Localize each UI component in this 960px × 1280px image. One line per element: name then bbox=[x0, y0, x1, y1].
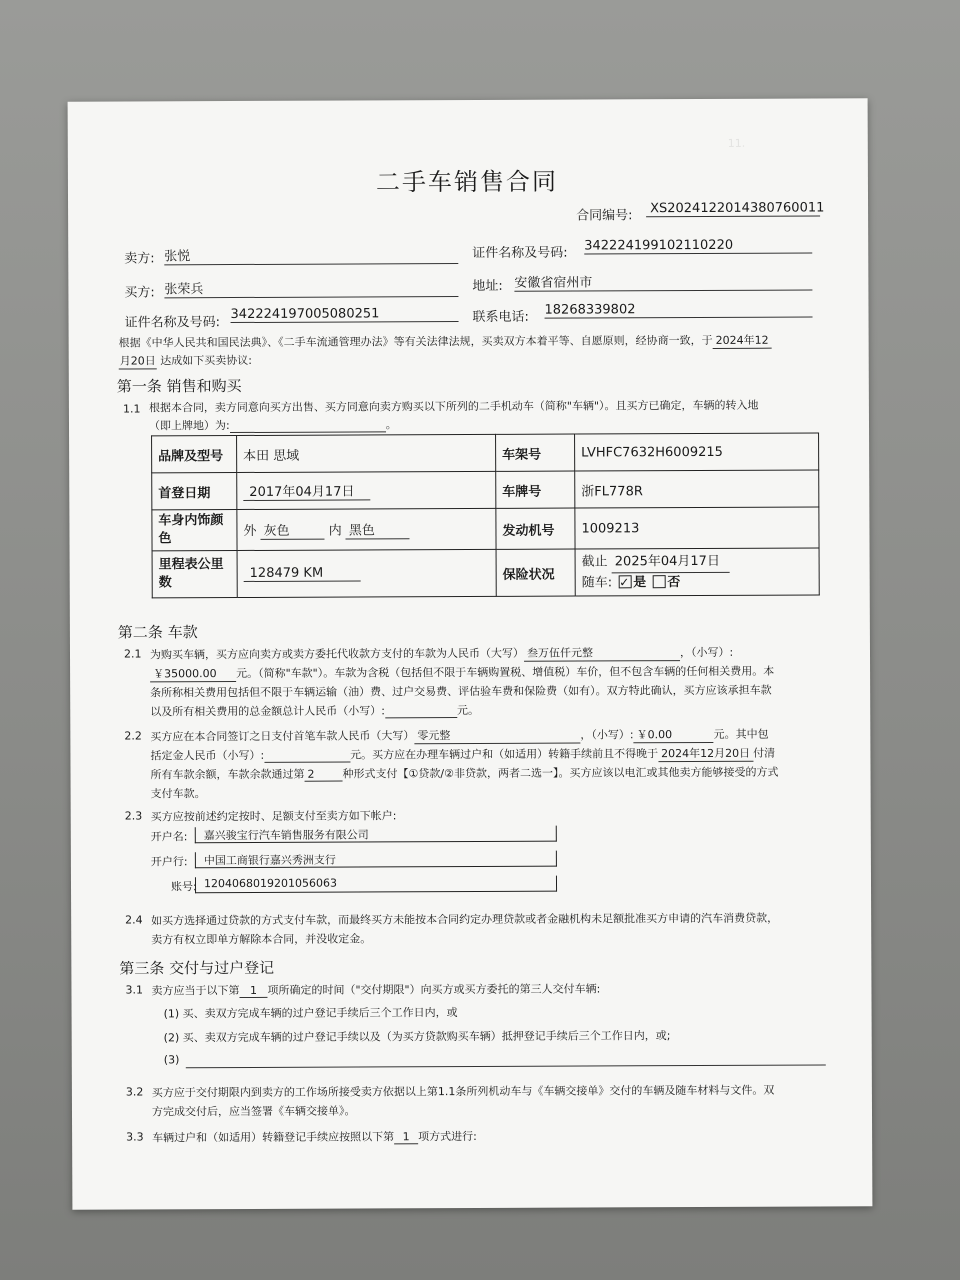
buyer-label: 买方: bbox=[124, 285, 155, 301]
checkbox-yes-icon bbox=[618, 575, 631, 588]
address-label: 地址: bbox=[472, 278, 503, 294]
bank-name: 中国工商银行嘉兴秀洲支行 bbox=[195, 851, 557, 869]
first-payment-upper: 零元整 bbox=[414, 727, 580, 745]
clause-1-1-num: 1.1 bbox=[122, 402, 141, 416]
first-payment-lower: ￥0.00 bbox=[634, 726, 714, 743]
clause-2-1-line1: 为购买车辆，买方应向卖方或卖方委托代收款方支付的车款为人民币（大写） 叁万伍仟元整 ，（小写）: bbox=[149, 645, 734, 662]
account-name-label: 开户名: bbox=[150, 830, 188, 844]
page-title: 二手车销售合同 bbox=[375, 167, 559, 197]
clause-2-2-line1: 买方应在本合同签订之日支付首笔车款人民币（大写） 零元整 ，（小写）: ￥0.00 元。其中包 bbox=[150, 727, 769, 744]
bank-label: 开户行: bbox=[150, 855, 188, 869]
price-lower: ￥35000.00 bbox=[150, 665, 236, 682]
first-reg-label: 首登日期 bbox=[152, 473, 237, 510]
clause-2-4-line1: 如买方选择通过贷款的方式支付车款，而最终买方未能按本合同约定办理贷款或者金融机构未足额批准买方申请的汽车消费贷款， bbox=[151, 911, 779, 928]
clause-2-4-line2: 卖方有权立即单方解除本合同，并没收定金。 bbox=[151, 932, 372, 947]
contract-no: XS2024122014380760011 bbox=[646, 200, 820, 217]
clause-3-1-option-3: (3) bbox=[163, 1053, 180, 1067]
clause-1-1-line2: （即上牌地）为: 。 bbox=[148, 418, 397, 433]
buyer-name: 张荣兵 bbox=[164, 277, 458, 298]
first-reg-cell bbox=[237, 471, 496, 509]
plate-value: 浙FL778R bbox=[575, 470, 819, 508]
color-outer-value: 灰色 bbox=[261, 520, 325, 540]
clause-3-1-option-1: (1) 买、卖双方完成车辆的过户登记手续后三个工作日内，或 bbox=[163, 1006, 458, 1021]
insurance-label: 保险状况 bbox=[496, 549, 575, 596]
color-label: 车身内饰颜色 bbox=[152, 510, 237, 551]
preamble-text-2: 月20日 达成如下买卖协议: bbox=[119, 352, 252, 370]
clause-2-1-num: 2.1 bbox=[123, 647, 142, 661]
seller-label: 卖方: bbox=[124, 251, 155, 267]
clause-3-1-option-2: (2) 买、卖双方完成车辆的过户登记手续以及（为买方贷款购买车辆）抵押登记手续后三个工作日内，或; bbox=[163, 1029, 671, 1045]
delivery-item: 1 bbox=[239, 984, 267, 998]
clause-2-2-line2: 括定金人民币（小写）: 元。买方应在办理车辆过户和（如适用）转籍手续前且不得晚于 2024年12月20日 付清 bbox=[150, 746, 776, 763]
vin-value: LVHFC7632H6009215 bbox=[575, 433, 819, 471]
seller-name: 张悦 bbox=[164, 244, 458, 265]
engine-label: 发动机号 bbox=[496, 508, 575, 549]
color-cell: 外 灰色 内 黑色 bbox=[237, 508, 496, 550]
clause-3-2-num: 3.2 bbox=[125, 1085, 144, 1099]
phone-label: 联系电话: bbox=[472, 309, 529, 325]
seller-id-label: 证件名称及号码: bbox=[472, 245, 568, 261]
engine-value: 1009213 bbox=[575, 507, 819, 549]
buyer-address: 安徽省宿州市 bbox=[514, 271, 812, 292]
section-1-heading: 第一条 销售和购买 bbox=[116, 376, 242, 396]
clause-2-3-num: 2.3 bbox=[124, 809, 143, 823]
insurance-until-value: 2025年04月17日 bbox=[612, 551, 730, 573]
contract-no-label: 合同编号: bbox=[576, 208, 633, 224]
clause-2-4-num: 2.4 bbox=[125, 913, 143, 927]
payment-method: 2 bbox=[304, 768, 342, 782]
clause-1-1-line1: 根据本合同，卖方同意向买方出售、买方同意向卖方购买以下所列的二手机动车（简称"车辆"）。且买方已确定，车辆的转入地 bbox=[148, 398, 759, 415]
mileage-label: 里程表公里数 bbox=[152, 551, 237, 598]
checkbox-no-icon bbox=[652, 575, 665, 588]
account-name: 嘉兴骏宝行汽车销售服务有限公司 bbox=[195, 826, 557, 844]
clause-3-2-line2: 方完成交付后，应当签署《车辆交接单》。 bbox=[151, 1104, 356, 1119]
buyer-phone: 18268339802 bbox=[544, 302, 812, 319]
account-number: 1204068019201056063 bbox=[195, 876, 557, 894]
insurance-cell: 截止 2025年04月17日 随车: ✓ 是 否 bbox=[575, 548, 819, 596]
preamble-text: 根据《中华人民共和国民法典》、《二手车流通管理办法》等有关法律法规，买卖双方本着平等、自愿原则，经协商一致，于 2024年12 bbox=[119, 332, 772, 352]
transfer-item: 1 bbox=[394, 1130, 418, 1144]
table-row bbox=[152, 548, 819, 598]
mileage-cell bbox=[237, 549, 496, 597]
buyer-id: 342224197005080251 bbox=[230, 306, 458, 323]
vin-label: 车架号 bbox=[496, 434, 575, 471]
clause-2-2-num: 2.2 bbox=[124, 729, 142, 743]
table-row bbox=[152, 433, 819, 473]
show-through-text: 11. bbox=[727, 136, 746, 150]
section-3-heading: 第三条 交付与过户登记 bbox=[119, 958, 275, 978]
plate-label: 车牌号 bbox=[496, 471, 575, 508]
clause-2-2-line3: 所有车款余额，车款余款通过第 2 种形式支付【①贷款/②非贷款，两者二选一】。买方应该以电汇或其他卖方能够接受的方式 bbox=[150, 765, 779, 782]
clause-3-2-line1: 买方应于交付期限内到卖方的工作场所接受卖方依据以上第1.1条所列机动车与《车辆交接单》交付的车辆及随车材料与文件。双 bbox=[151, 1083, 775, 1100]
blank-line bbox=[186, 1064, 826, 1068]
clause-2-1-line2: ￥35000.00 元。（简称"车款"）。车款为含税（包括但不限于车辆购置税、增值税）车价，但不包含车辆的任何相关费用。本 bbox=[150, 663, 774, 683]
vehicle-info-table bbox=[151, 432, 820, 598]
brand-value: 本田 思域 bbox=[237, 434, 496, 472]
buyer-id-label: 证件名称及号码: bbox=[124, 315, 220, 331]
mileage-value: 128479 KM bbox=[244, 565, 361, 582]
clause-2-3-line1: 买方应按前述约定按时、足额支付至卖方如下帐户: bbox=[150, 809, 397, 824]
account-no-label: 账号: bbox=[170, 880, 197, 894]
clause-2-1-line3: 条所称相关费用包括但不限于车辆运输（油）费、过户交易费、评估验车费和保险费（如有）。双方特此确认，买方应该承担车款 bbox=[150, 683, 772, 700]
clause-3-3-line1: 车辆过户和（如适用）转籍登记手续应按照以下第 1 项方式进行: bbox=[152, 1129, 477, 1145]
seller-id: 342224199102110220 bbox=[584, 238, 812, 255]
preamble-date-b: 月20日 bbox=[119, 352, 157, 369]
table-row bbox=[152, 470, 819, 510]
clause-3-1-line1: 卖方应当于以下第 1 项所确定的时间（"交付期限"）向买方或买方委托的第三人交付车辆: bbox=[151, 982, 601, 998]
contract-page bbox=[68, 98, 873, 1209]
balance-due-date: 2024年12月20日 bbox=[658, 745, 753, 762]
clause-2-1-line4: 以及所有相关费用的总金额总计人民币（小写）: 元。 bbox=[150, 703, 479, 719]
clause-3-3-num: 3.3 bbox=[126, 1130, 144, 1144]
first-reg-value: 2017年04月17日 bbox=[243, 480, 370, 501]
price-upper: 叁万伍仟元整 bbox=[524, 644, 680, 662]
table-row bbox=[152, 507, 819, 551]
preamble-date-a: 2024年12 bbox=[713, 332, 772, 349]
section-2-heading: 第二条 车款 bbox=[117, 623, 198, 642]
clause-3-1-num: 3.1 bbox=[125, 983, 143, 997]
brand-label: 品牌及型号 bbox=[152, 436, 237, 473]
clause-2-2-line4: 支付车款。 bbox=[150, 787, 206, 801]
color-inner-value: 黑色 bbox=[346, 519, 410, 539]
